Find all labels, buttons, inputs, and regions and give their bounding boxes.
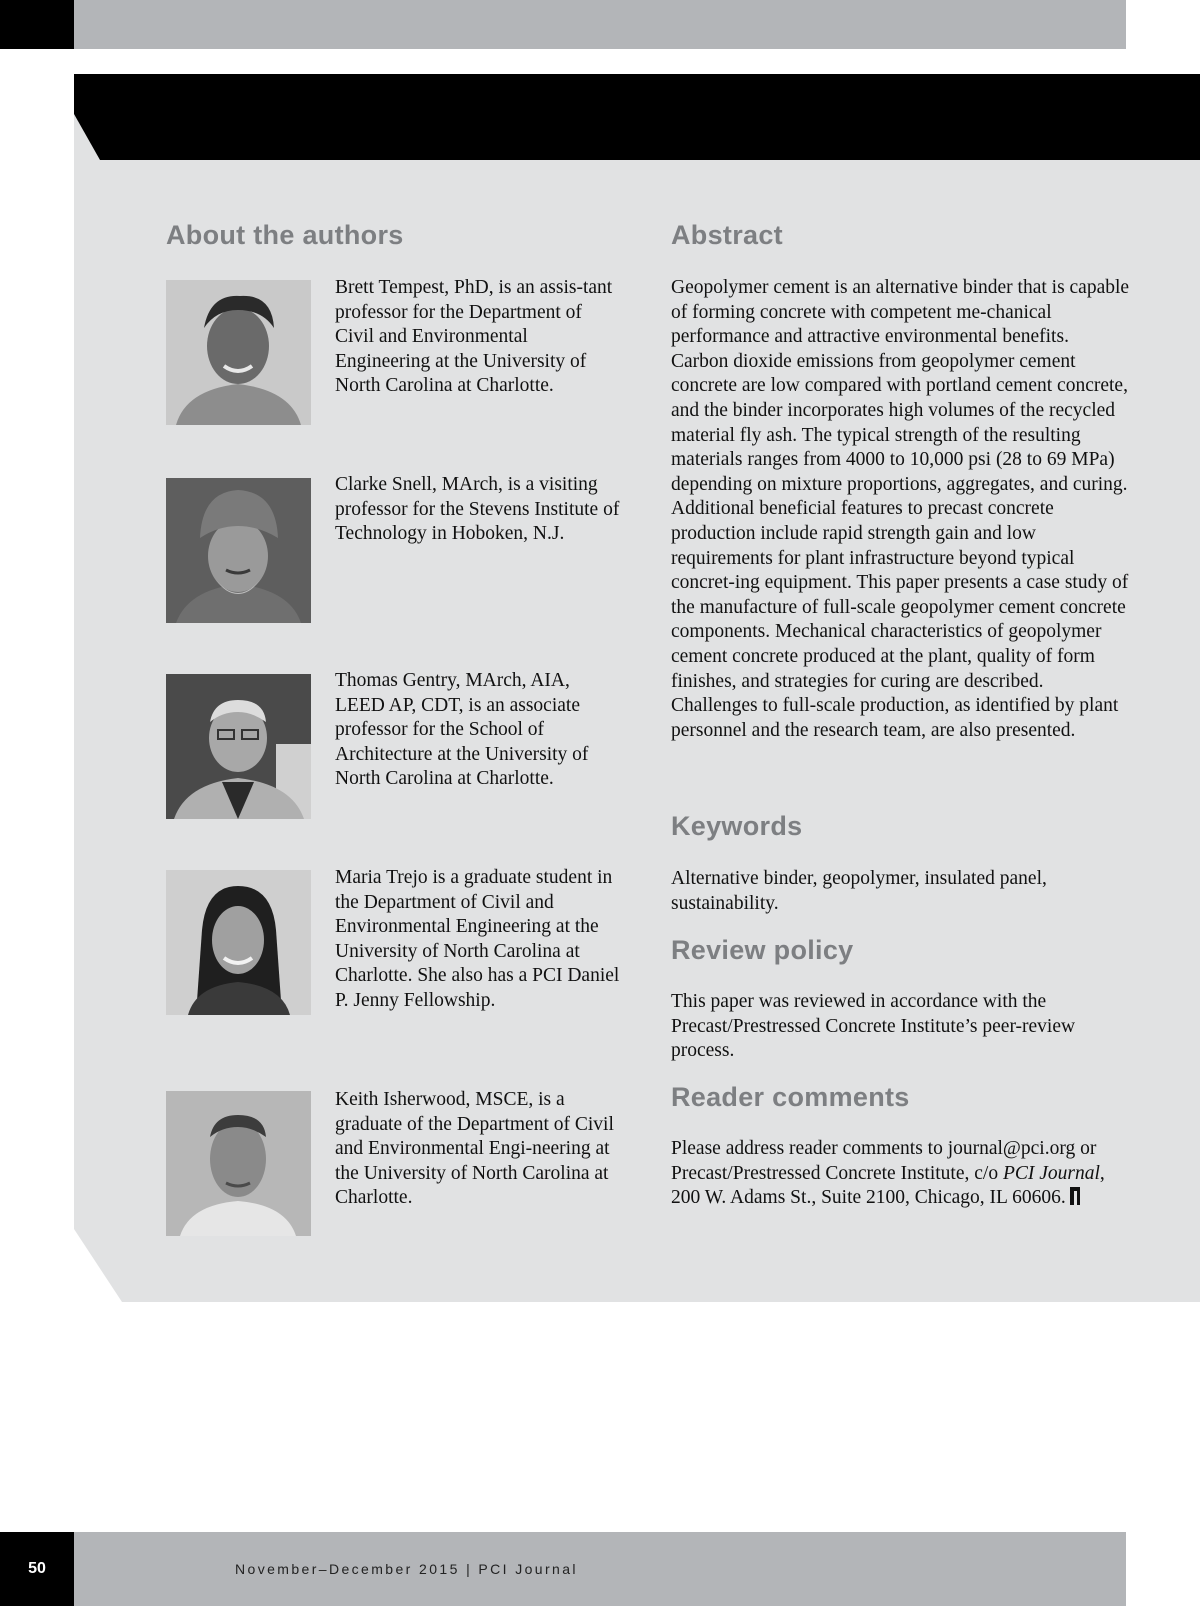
author-photo-2 <box>166 478 311 623</box>
panel-title-band <box>74 74 1200 160</box>
review-policy-text: This paper was reviewed in accordance with the Precast/Prestressed Concrete Institute’s peer-review process. <box>671 991 1076 1062</box>
keywords-heading: Keywords <box>671 811 803 841</box>
portrait-icon <box>166 870 311 1015</box>
abstract-heading: Abstract <box>671 220 783 250</box>
header-gray-bar <box>74 0 1126 49</box>
review-policy-heading: Review policy <box>671 935 854 965</box>
portrait-icon <box>166 280 311 425</box>
header-black-block <box>0 0 74 49</box>
portrait-icon <box>166 478 311 623</box>
portrait-icon <box>166 674 311 819</box>
author-bio-3: Thomas Gentry, MArch, AIA, LEED AP, CDT, is an associate professor for the School of Architecture at the University of North Carolina at Charlotte. <box>335 670 589 790</box>
reader-comments-text <box>671 1137 1131 1211</box>
author-photo-5 <box>166 1091 311 1236</box>
journal-name: PCI Journal <box>1002 1162 1100 1184</box>
page-number: 50 <box>28 1560 46 1577</box>
footer-issue: November–December 2015 | PCI Journal <box>235 1561 578 1577</box>
author-bio-4: Maria Trejo is a graduate student in the Department of Civil and Environmental Engineering at the University of North Carolina at Charlotte. She also has a PCI Daniel P. Jenny Fellowship. <box>335 867 620 1011</box>
author-photo-1 <box>166 280 311 425</box>
footer-gray-bar <box>74 1532 1126 1606</box>
author-photo-3 <box>166 674 311 819</box>
author-photo-4 <box>166 870 311 1015</box>
abstract-text: Geopolymer cement is an alternative binder that is capable of forming concrete with competent me-chanical performance and attractive environmental benefits. Carbon dioxide emissions from geopolymer cement concrete are low compared with portland cement concrete, and the binder incorporates high volumes of the recycled material fly ash. The typical strength of the resulting materials ranges from 4000 to 10,000 psi (28 to 69 MPa) depending on mixture proportions, aggregates, and curing. Additional beneficial features to precast concrete production include rapid strength gain and low requirements for plant infrastructure beyond typical concret-ing equipment. This paper presents a case study of the manufacture of full-scale geopolymer cement concrete components. Mechanical characteristics of geopolymer cement concrete produced at the plant, quality of form finishes, and strategies for curing are described. Challenges to full-scale production, as identified by plant personnel and the research team, are also presented. <box>671 277 1130 741</box>
keywords-text: Alternative binder, geopolymer, insulated panel, sustainability. <box>671 868 1047 914</box>
author-bio-1: Brett Tempest, PhD, is an assis-tant professor for the Department of Civil and Environmental Engineering at the University of North Carolina at Charlotte. <box>335 277 613 397</box>
reader-comments-heading: Reader comments <box>671 1082 910 1112</box>
end-of-article-icon <box>1070 1187 1080 1205</box>
portrait-icon <box>166 1091 311 1236</box>
reader-comments-address: , 200 W. Adams St., Suite 2100, Chicago, IL 60606. <box>671 1162 1105 1209</box>
author-bio-5: Keith Isherwood, MSCE, is a graduate of the Department of Civil and Environmental Engi-neering at the University of North Carolina at Charlotte. <box>335 1089 614 1209</box>
author-bio-2: Clarke Snell, MArch, is a visiting professor for the Stevens Institute of Technology in Hoboken, N.J. <box>335 474 620 545</box>
authors-heading: About the authors <box>166 220 404 250</box>
reader-comments-intro: Please address reader comments to journal@pci.org or Precast/Prestressed Concrete Institute, c/o <box>671 1138 1097 1184</box>
